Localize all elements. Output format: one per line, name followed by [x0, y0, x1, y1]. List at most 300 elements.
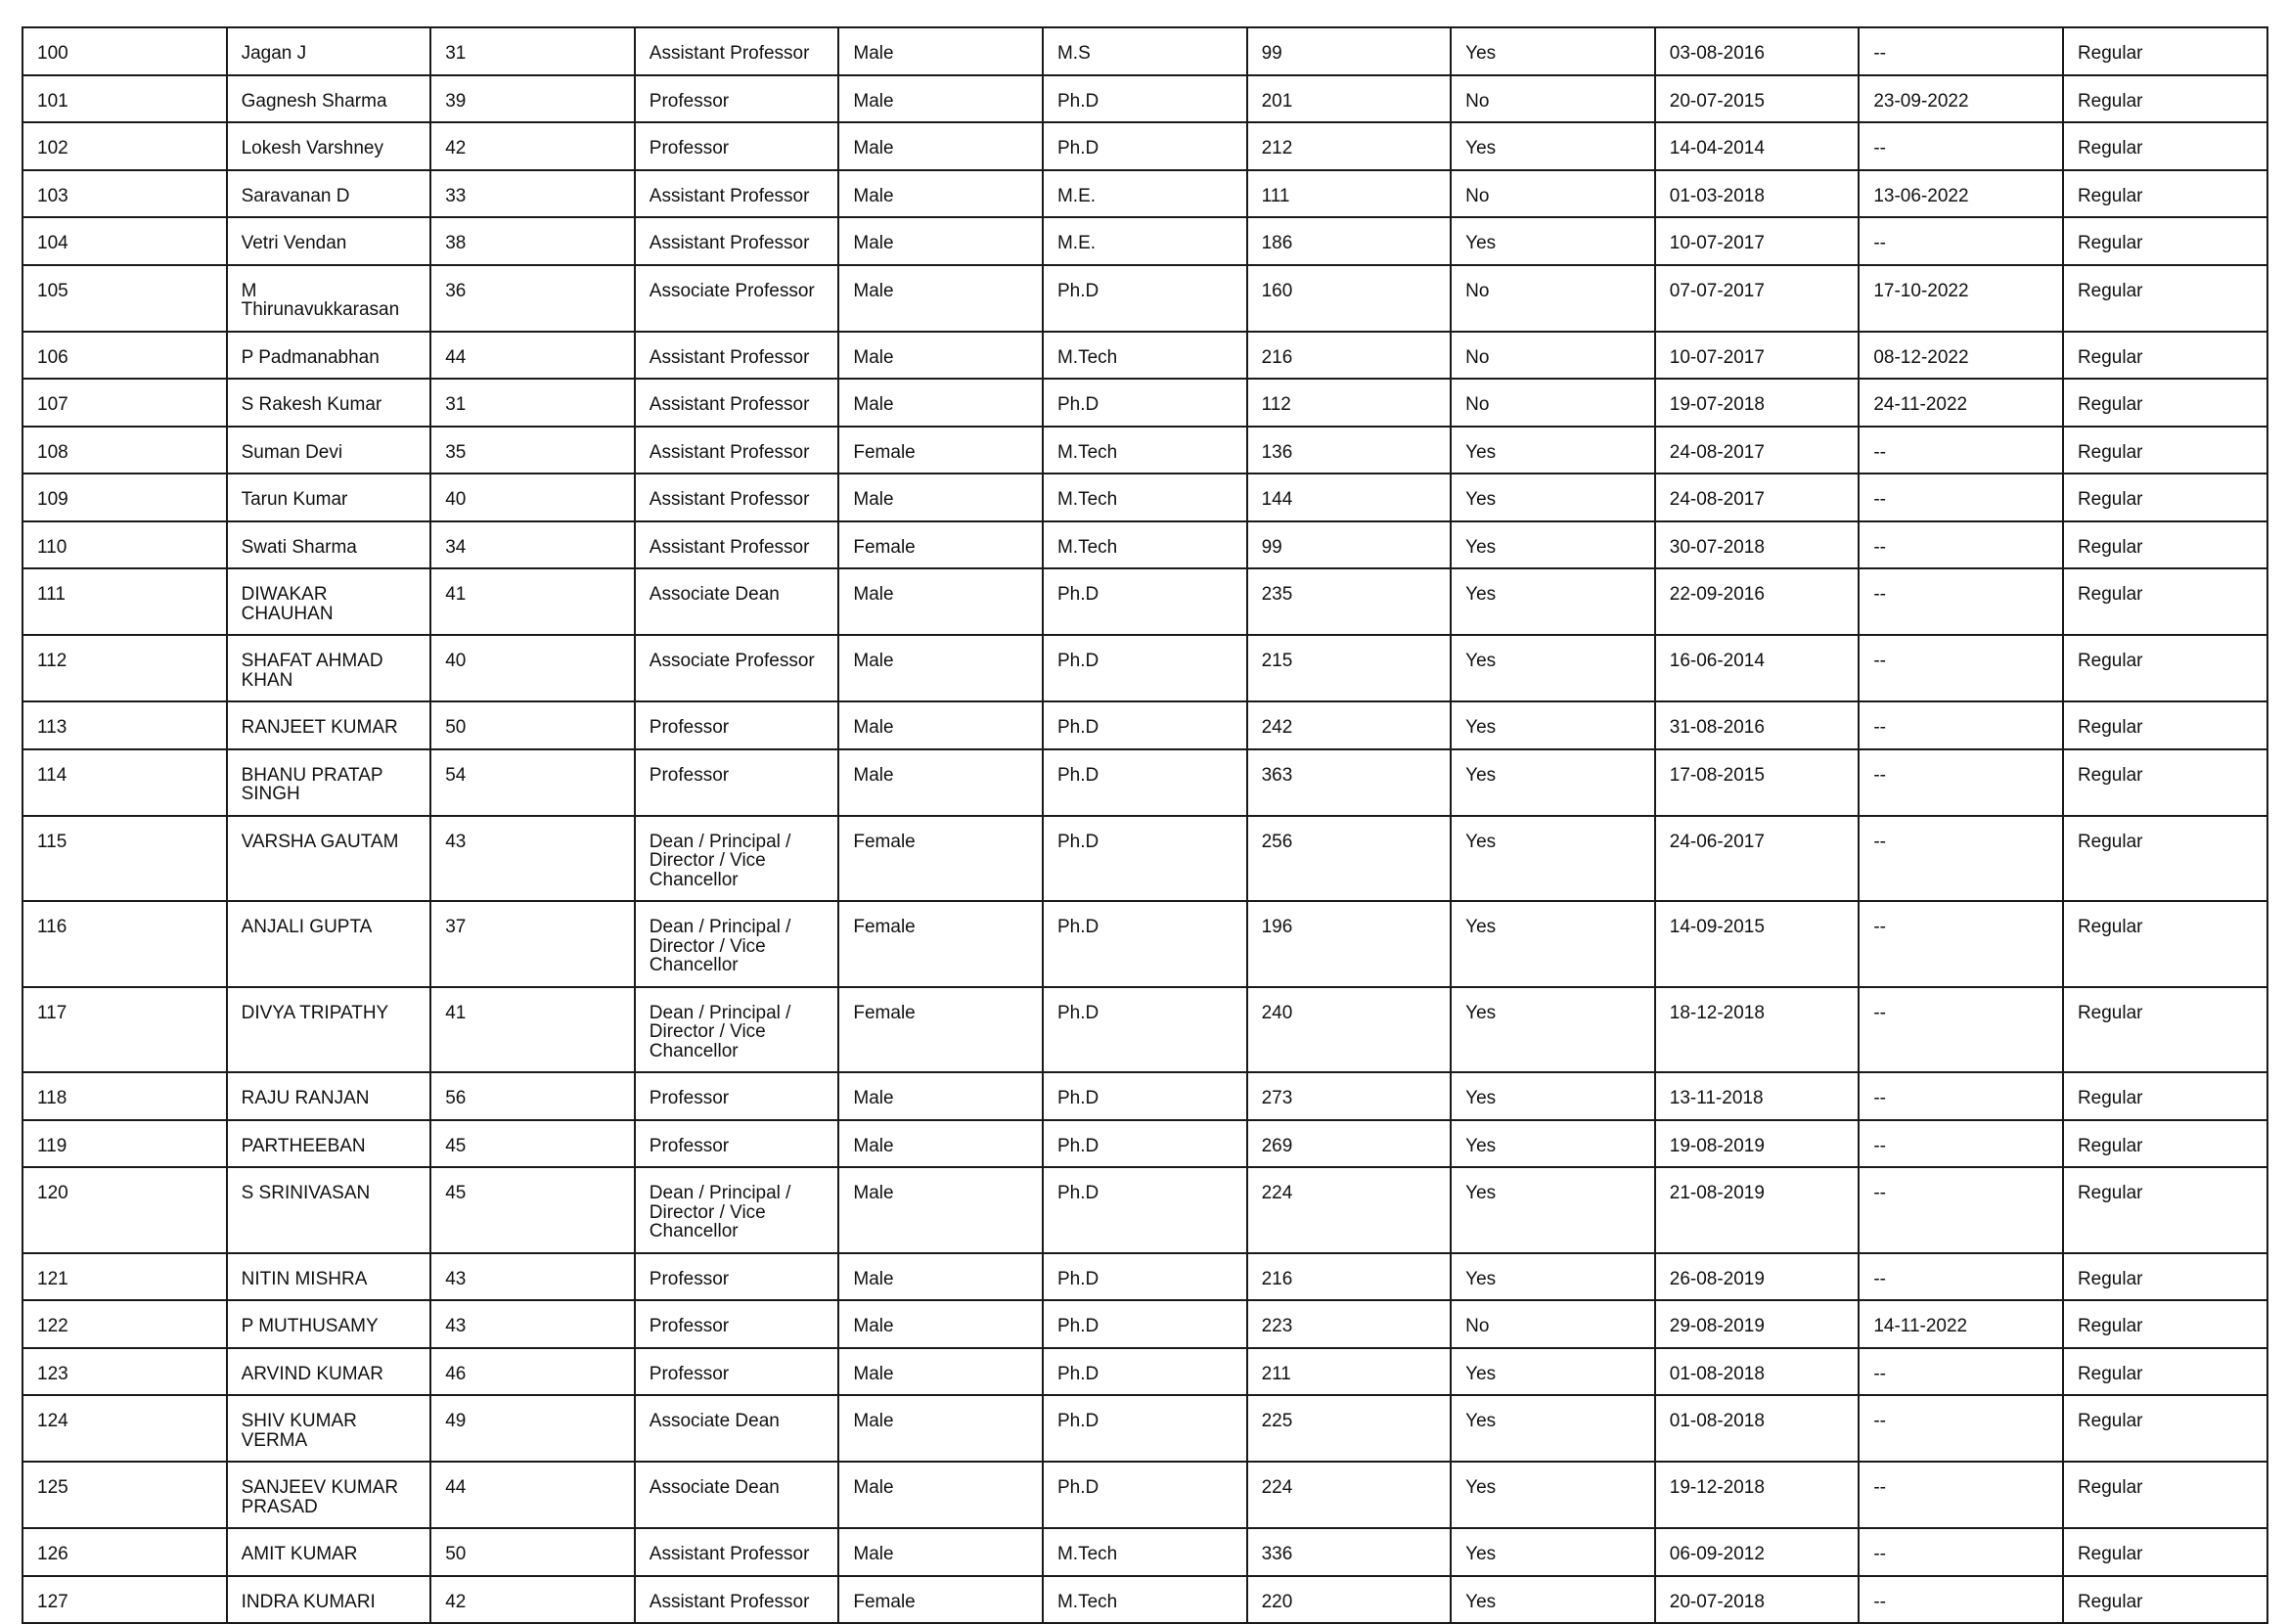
- cell-experience: 224: [1247, 1167, 1452, 1253]
- cell-association: Regular: [2063, 379, 2267, 427]
- cell-qualification: Ph.D: [1043, 379, 1247, 427]
- cell-designation: Professor: [635, 1253, 839, 1301]
- cell-gender: Male: [838, 75, 1043, 123]
- cell-currently-working: Yes: [1451, 901, 1655, 987]
- cell-designation: Assistant Professor: [635, 217, 839, 265]
- cell-currently-working: Yes: [1451, 474, 1655, 521]
- cell-designation: Assistant Professor: [635, 474, 839, 521]
- table-row: [22, 474, 2267, 521]
- cell-designation: Assistant Professor: [635, 332, 839, 380]
- cell-serial-number: 121: [22, 1253, 227, 1301]
- cell-currently-working: Yes: [1451, 568, 1655, 635]
- cell-association: Regular: [2063, 1348, 2267, 1396]
- cell-date-of-leaving: --: [1859, 635, 2063, 701]
- cell-association: Regular: [2063, 1300, 2267, 1348]
- cell-designation: Professor: [635, 1348, 839, 1396]
- table-row: [22, 749, 2267, 816]
- cell-gender: Male: [838, 1395, 1043, 1462]
- cell-association: Regular: [2063, 27, 2267, 75]
- cell-association: Regular: [2063, 701, 2267, 749]
- cell-designation: Dean / Principal / Director / Vice Chancellor: [635, 1167, 839, 1253]
- cell-association: Regular: [2063, 1167, 2267, 1253]
- cell-experience: 240: [1247, 987, 1452, 1073]
- cell-association: Regular: [2063, 901, 2267, 987]
- cell-name: PARTHEEBAN: [227, 1120, 431, 1168]
- cell-name: Suman Devi: [227, 427, 431, 474]
- cell-designation: Associate Dean: [635, 1395, 839, 1462]
- cell-qualification: M.E.: [1043, 217, 1247, 265]
- cell-serial-number: 114: [22, 749, 227, 816]
- cell-currently-working: Yes: [1451, 1462, 1655, 1528]
- cell-association: Regular: [2063, 816, 2267, 902]
- cell-name: SHIV KUMAR VERMA: [227, 1395, 431, 1462]
- faculty-table-body: [22, 27, 2267, 1623]
- cell-name: DIVYA TRIPATHY: [227, 987, 431, 1073]
- cell-qualification: M.Tech: [1043, 332, 1247, 380]
- cell-date-of-joining: 19-07-2018: [1655, 379, 1860, 427]
- cell-currently-working: Yes: [1451, 987, 1655, 1073]
- cell-name: Swati Sharma: [227, 521, 431, 569]
- cell-name: DIWAKAR CHAUHAN: [227, 568, 431, 635]
- cell-designation: Dean / Principal / Director / Vice Chancellor: [635, 987, 839, 1073]
- cell-association: Regular: [2063, 1528, 2267, 1576]
- cell-association: Regular: [2063, 987, 2267, 1073]
- cell-association: Regular: [2063, 1395, 2267, 1462]
- cell-currently-working: Yes: [1451, 217, 1655, 265]
- cell-currently-working: Yes: [1451, 1167, 1655, 1253]
- cell-qualification: Ph.D: [1043, 701, 1247, 749]
- cell-date-of-leaving: --: [1859, 1167, 2063, 1253]
- cell-association: Regular: [2063, 170, 2267, 218]
- cell-qualification: Ph.D: [1043, 1167, 1247, 1253]
- cell-experience: 144: [1247, 474, 1452, 521]
- cell-experience: 336: [1247, 1528, 1452, 1576]
- cell-date-of-leaving: --: [1859, 521, 2063, 569]
- cell-name: S SRINIVASAN: [227, 1167, 431, 1253]
- table-row: [22, 27, 2267, 75]
- cell-qualification: Ph.D: [1043, 1120, 1247, 1168]
- cell-experience: 363: [1247, 749, 1452, 816]
- faculty-table-page: [22, 26, 2266, 1624]
- cell-date-of-leaving: --: [1859, 1253, 2063, 1301]
- cell-currently-working: No: [1451, 265, 1655, 332]
- cell-experience: 216: [1247, 332, 1452, 380]
- cell-qualification: M.Tech: [1043, 1528, 1247, 1576]
- cell-designation: Professor: [635, 1120, 839, 1168]
- cell-age: 54: [430, 749, 635, 816]
- cell-experience: 235: [1247, 568, 1452, 635]
- cell-date-of-leaving: --: [1859, 1072, 2063, 1120]
- cell-currently-working: Yes: [1451, 701, 1655, 749]
- cell-gender: Male: [838, 1300, 1043, 1348]
- cell-serial-number: 122: [22, 1300, 227, 1348]
- cell-gender: Male: [838, 701, 1043, 749]
- cell-date-of-leaving: 17-10-2022: [1859, 265, 2063, 332]
- cell-gender: Male: [838, 635, 1043, 701]
- cell-experience: 269: [1247, 1120, 1452, 1168]
- cell-date-of-joining: 10-07-2017: [1655, 217, 1860, 265]
- cell-association: Regular: [2063, 332, 2267, 380]
- cell-qualification: Ph.D: [1043, 816, 1247, 902]
- cell-qualification: Ph.D: [1043, 1348, 1247, 1396]
- cell-designation: Professor: [635, 701, 839, 749]
- cell-qualification: Ph.D: [1043, 749, 1247, 816]
- cell-currently-working: Yes: [1451, 521, 1655, 569]
- cell-date-of-leaving: --: [1859, 427, 2063, 474]
- table-row: [22, 521, 2267, 569]
- cell-date-of-leaving: 08-12-2022: [1859, 332, 2063, 380]
- cell-serial-number: 123: [22, 1348, 227, 1396]
- cell-date-of-joining: 01-03-2018: [1655, 170, 1860, 218]
- cell-gender: Male: [838, 332, 1043, 380]
- cell-age: 33: [430, 170, 635, 218]
- cell-name: SANJEEV KUMAR PRASAD: [227, 1462, 431, 1528]
- cell-currently-working: No: [1451, 170, 1655, 218]
- cell-currently-working: Yes: [1451, 122, 1655, 170]
- cell-date-of-leaving: --: [1859, 1395, 2063, 1462]
- cell-date-of-joining: 29-08-2019: [1655, 1300, 1860, 1348]
- cell-name: Tarun Kumar: [227, 474, 431, 521]
- cell-date-of-joining: 14-09-2015: [1655, 901, 1860, 987]
- table-row: [22, 1395, 2267, 1462]
- cell-name: ANJALI GUPTA: [227, 901, 431, 987]
- cell-age: 45: [430, 1120, 635, 1168]
- cell-designation: Assistant Professor: [635, 27, 839, 75]
- cell-date-of-joining: 07-07-2017: [1655, 265, 1860, 332]
- cell-date-of-leaving: 13-06-2022: [1859, 170, 2063, 218]
- cell-date-of-leaving: --: [1859, 1462, 2063, 1528]
- cell-date-of-joining: 17-08-2015: [1655, 749, 1860, 816]
- cell-gender: Male: [838, 1072, 1043, 1120]
- cell-date-of-leaving: --: [1859, 217, 2063, 265]
- cell-gender: Male: [838, 1167, 1043, 1253]
- cell-serial-number: 125: [22, 1462, 227, 1528]
- cell-serial-number: 109: [22, 474, 227, 521]
- cell-experience: 225: [1247, 1395, 1452, 1462]
- cell-name: BHANU PRATAP SINGH: [227, 749, 431, 816]
- cell-date-of-leaving: 14-11-2022: [1859, 1300, 2063, 1348]
- cell-association: Regular: [2063, 75, 2267, 123]
- cell-association: Regular: [2063, 122, 2267, 170]
- cell-association: Regular: [2063, 265, 2267, 332]
- cell-serial-number: 124: [22, 1395, 227, 1462]
- cell-designation: Associate Dean: [635, 1462, 839, 1528]
- faculty-table: [22, 26, 2268, 1624]
- cell-date-of-leaving: --: [1859, 816, 2063, 902]
- cell-name: Gagnesh Sharma: [227, 75, 431, 123]
- cell-experience: 111: [1247, 170, 1452, 218]
- cell-association: Regular: [2063, 1576, 2267, 1624]
- cell-date-of-joining: 16-06-2014: [1655, 635, 1860, 701]
- cell-serial-number: 107: [22, 379, 227, 427]
- cell-date-of-joining: 19-08-2019: [1655, 1120, 1860, 1168]
- cell-designation: Dean / Principal / Director / Vice Chancellor: [635, 901, 839, 987]
- cell-gender: Female: [838, 427, 1043, 474]
- cell-designation: Associate Dean: [635, 568, 839, 635]
- cell-currently-working: Yes: [1451, 1576, 1655, 1624]
- table-row: [22, 1576, 2267, 1624]
- cell-gender: Male: [838, 217, 1043, 265]
- cell-age: 34: [430, 521, 635, 569]
- cell-association: Regular: [2063, 1072, 2267, 1120]
- cell-date-of-joining: 26-08-2019: [1655, 1253, 1860, 1301]
- cell-date-of-joining: 06-09-2012: [1655, 1528, 1860, 1576]
- cell-currently-working: No: [1451, 1300, 1655, 1348]
- cell-qualification: M.E.: [1043, 170, 1247, 218]
- cell-qualification: Ph.D: [1043, 1395, 1247, 1462]
- cell-date-of-joining: 30-07-2018: [1655, 521, 1860, 569]
- cell-association: Regular: [2063, 1120, 2267, 1168]
- cell-association: Regular: [2063, 568, 2267, 635]
- cell-association: Regular: [2063, 1253, 2267, 1301]
- table-row: [22, 122, 2267, 170]
- cell-name: ARVIND KUMAR: [227, 1348, 431, 1396]
- cell-date-of-leaving: --: [1859, 474, 2063, 521]
- cell-experience: 273: [1247, 1072, 1452, 1120]
- cell-date-of-joining: 20-07-2015: [1655, 75, 1860, 123]
- table-row: [22, 1528, 2267, 1576]
- cell-designation: Professor: [635, 1300, 839, 1348]
- cell-experience: 196: [1247, 901, 1452, 987]
- table-row: [22, 427, 2267, 474]
- cell-qualification: Ph.D: [1043, 568, 1247, 635]
- cell-serial-number: 126: [22, 1528, 227, 1576]
- cell-serial-number: 117: [22, 987, 227, 1073]
- cell-serial-number: 115: [22, 816, 227, 902]
- cell-date-of-leaving: --: [1859, 27, 2063, 75]
- cell-designation: Associate Professor: [635, 635, 839, 701]
- cell-age: 40: [430, 635, 635, 701]
- cell-experience: 201: [1247, 75, 1452, 123]
- cell-name: NITIN MISHRA: [227, 1253, 431, 1301]
- cell-gender: Male: [838, 1348, 1043, 1396]
- cell-serial-number: 110: [22, 521, 227, 569]
- cell-designation: Professor: [635, 1072, 839, 1120]
- cell-date-of-leaving: --: [1859, 122, 2063, 170]
- cell-qualification: Ph.D: [1043, 1253, 1247, 1301]
- table-row: [22, 816, 2267, 902]
- cell-gender: Female: [838, 521, 1043, 569]
- cell-designation: Assistant Professor: [635, 521, 839, 569]
- cell-date-of-joining: 21-08-2019: [1655, 1167, 1860, 1253]
- cell-experience: 216: [1247, 1253, 1452, 1301]
- cell-gender: Male: [838, 474, 1043, 521]
- table-row: [22, 701, 2267, 749]
- cell-gender: Female: [838, 816, 1043, 902]
- cell-association: Regular: [2063, 427, 2267, 474]
- cell-serial-number: 113: [22, 701, 227, 749]
- cell-age: 41: [430, 568, 635, 635]
- cell-qualification: M.Tech: [1043, 521, 1247, 569]
- cell-age: 50: [430, 701, 635, 749]
- cell-date-of-joining: 24-06-2017: [1655, 816, 1860, 902]
- cell-date-of-joining: 31-08-2016: [1655, 701, 1860, 749]
- cell-currently-working: Yes: [1451, 816, 1655, 902]
- cell-date-of-joining: 20-07-2018: [1655, 1576, 1860, 1624]
- cell-currently-working: Yes: [1451, 1072, 1655, 1120]
- cell-qualification: Ph.D: [1043, 1462, 1247, 1528]
- table-row: [22, 75, 2267, 123]
- cell-name: Saravanan D: [227, 170, 431, 218]
- table-row: [22, 265, 2267, 332]
- cell-serial-number: 116: [22, 901, 227, 987]
- cell-gender: Male: [838, 27, 1043, 75]
- cell-date-of-leaving: --: [1859, 1528, 2063, 1576]
- table-row: [22, 1253, 2267, 1301]
- table-row: [22, 1348, 2267, 1396]
- cell-qualification: M.Tech: [1043, 474, 1247, 521]
- cell-gender: Male: [838, 265, 1043, 332]
- cell-currently-working: Yes: [1451, 1120, 1655, 1168]
- cell-qualification: Ph.D: [1043, 635, 1247, 701]
- cell-experience: 220: [1247, 1576, 1452, 1624]
- cell-serial-number: 101: [22, 75, 227, 123]
- cell-serial-number: 102: [22, 122, 227, 170]
- cell-gender: Male: [838, 1120, 1043, 1168]
- cell-age: 43: [430, 1300, 635, 1348]
- cell-gender: Male: [838, 1462, 1043, 1528]
- cell-date-of-joining: 19-12-2018: [1655, 1462, 1860, 1528]
- cell-name: P Padmanabhan: [227, 332, 431, 380]
- cell-age: 43: [430, 816, 635, 902]
- cell-age: 43: [430, 1253, 635, 1301]
- cell-designation: Professor: [635, 75, 839, 123]
- cell-experience: 99: [1247, 27, 1452, 75]
- cell-serial-number: 120: [22, 1167, 227, 1253]
- cell-serial-number: 105: [22, 265, 227, 332]
- cell-date-of-joining: 01-08-2018: [1655, 1395, 1860, 1462]
- cell-experience: 242: [1247, 701, 1452, 749]
- cell-designation: Assistant Professor: [635, 1576, 839, 1624]
- cell-qualification: Ph.D: [1043, 1072, 1247, 1120]
- cell-age: 31: [430, 379, 635, 427]
- cell-gender: Male: [838, 379, 1043, 427]
- cell-qualification: M.Tech: [1043, 427, 1247, 474]
- cell-association: Regular: [2063, 749, 2267, 816]
- cell-currently-working: Yes: [1451, 1253, 1655, 1301]
- cell-date-of-leaving: --: [1859, 568, 2063, 635]
- table-row: [22, 635, 2267, 701]
- table-row: [22, 1072, 2267, 1120]
- cell-date-of-joining: 10-07-2017: [1655, 332, 1860, 380]
- cell-association: Regular: [2063, 217, 2267, 265]
- table-row: [22, 170, 2267, 218]
- cell-association: Regular: [2063, 635, 2267, 701]
- cell-age: 42: [430, 1576, 635, 1624]
- cell-name: SHAFAT AHMAD KHAN: [227, 635, 431, 701]
- cell-currently-working: Yes: [1451, 1395, 1655, 1462]
- cell-serial-number: 106: [22, 332, 227, 380]
- cell-date-of-leaving: --: [1859, 1120, 2063, 1168]
- cell-name: INDRA KUMARI: [227, 1576, 431, 1624]
- table-row: [22, 568, 2267, 635]
- cell-experience: 215: [1247, 635, 1452, 701]
- cell-date-of-joining: 24-08-2017: [1655, 427, 1860, 474]
- cell-designation: Assistant Professor: [635, 170, 839, 218]
- cell-name: Jagan J: [227, 27, 431, 75]
- cell-qualification: Ph.D: [1043, 75, 1247, 123]
- cell-name: VARSHA GAUTAM: [227, 816, 431, 902]
- cell-designation: Professor: [635, 749, 839, 816]
- cell-date-of-leaving: --: [1859, 1576, 2063, 1624]
- cell-serial-number: 119: [22, 1120, 227, 1168]
- cell-qualification: M.S: [1043, 27, 1247, 75]
- cell-age: 42: [430, 122, 635, 170]
- cell-age: 36: [430, 265, 635, 332]
- cell-age: 45: [430, 1167, 635, 1253]
- table-row: [22, 1167, 2267, 1253]
- cell-serial-number: 118: [22, 1072, 227, 1120]
- cell-currently-working: Yes: [1451, 1348, 1655, 1396]
- cell-designation: Associate Professor: [635, 265, 839, 332]
- cell-age: 31: [430, 27, 635, 75]
- table-row: [22, 1300, 2267, 1348]
- cell-gender: Male: [838, 122, 1043, 170]
- cell-name: S Rakesh Kumar: [227, 379, 431, 427]
- cell-serial-number: 104: [22, 217, 227, 265]
- cell-name: P MUTHUSAMY: [227, 1300, 431, 1348]
- cell-qualification: Ph.D: [1043, 265, 1247, 332]
- cell-age: 44: [430, 332, 635, 380]
- cell-date-of-leaving: --: [1859, 901, 2063, 987]
- cell-serial-number: 112: [22, 635, 227, 701]
- cell-gender: Male: [838, 749, 1043, 816]
- cell-date-of-leaving: --: [1859, 987, 2063, 1073]
- cell-date-of-joining: 14-04-2014: [1655, 122, 1860, 170]
- cell-currently-working: Yes: [1451, 1528, 1655, 1576]
- cell-date-of-leaving: --: [1859, 701, 2063, 749]
- table-row: [22, 1462, 2267, 1528]
- cell-age: 35: [430, 427, 635, 474]
- cell-designation: Assistant Professor: [635, 1528, 839, 1576]
- cell-date-of-leaving: --: [1859, 749, 2063, 816]
- cell-qualification: Ph.D: [1043, 1300, 1247, 1348]
- cell-gender: Female: [838, 1576, 1043, 1624]
- cell-experience: 112: [1247, 379, 1452, 427]
- cell-date-of-leaving: --: [1859, 1348, 2063, 1396]
- cell-gender: Male: [838, 170, 1043, 218]
- cell-name: Vetri Vendan: [227, 217, 431, 265]
- cell-qualification: M.Tech: [1043, 1576, 1247, 1624]
- cell-currently-working: No: [1451, 332, 1655, 380]
- cell-association: Regular: [2063, 474, 2267, 521]
- cell-experience: 212: [1247, 122, 1452, 170]
- table-row: [22, 901, 2267, 987]
- cell-gender: Male: [838, 568, 1043, 635]
- cell-gender: Female: [838, 987, 1043, 1073]
- cell-date-of-joining: 03-08-2016: [1655, 27, 1860, 75]
- cell-name: RAJU RANJAN: [227, 1072, 431, 1120]
- cell-gender: Male: [838, 1253, 1043, 1301]
- cell-age: 37: [430, 901, 635, 987]
- cell-currently-working: No: [1451, 379, 1655, 427]
- cell-age: 41: [430, 987, 635, 1073]
- cell-date-of-joining: 13-11-2018: [1655, 1072, 1860, 1120]
- cell-designation: Professor: [635, 122, 839, 170]
- cell-association: Regular: [2063, 1462, 2267, 1528]
- cell-date-of-joining: 24-08-2017: [1655, 474, 1860, 521]
- table-row: [22, 379, 2267, 427]
- cell-name: RANJEET KUMAR: [227, 701, 431, 749]
- cell-age: 39: [430, 75, 635, 123]
- cell-date-of-joining: 18-12-2018: [1655, 987, 1860, 1073]
- cell-date-of-joining: 22-09-2016: [1655, 568, 1860, 635]
- cell-serial-number: 100: [22, 27, 227, 75]
- cell-currently-working: Yes: [1451, 427, 1655, 474]
- cell-experience: 224: [1247, 1462, 1452, 1528]
- table-row: [22, 987, 2267, 1073]
- cell-age: 44: [430, 1462, 635, 1528]
